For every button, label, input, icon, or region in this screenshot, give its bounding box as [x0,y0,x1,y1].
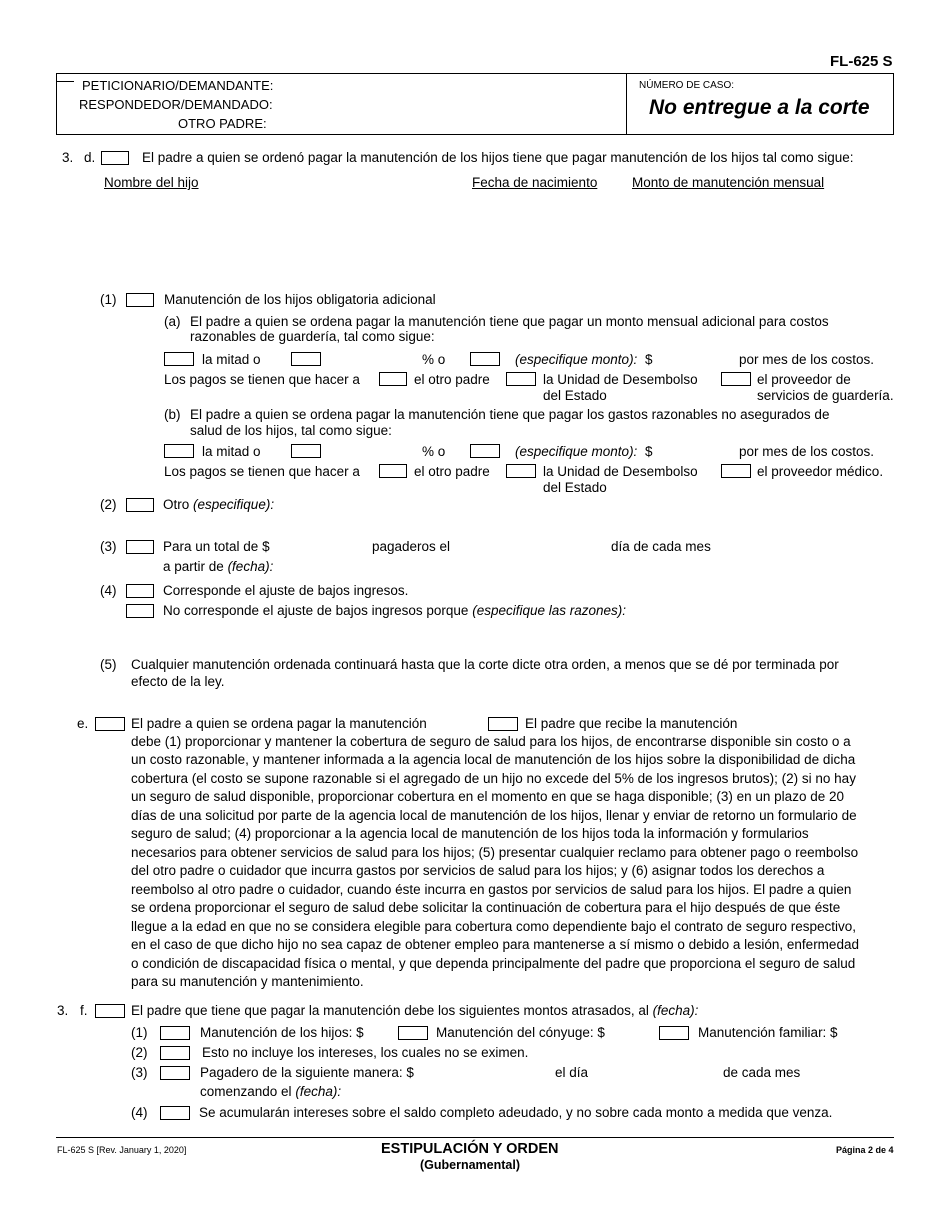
section-d-letter: d. [84,150,96,165]
arrears-child-support-label: Manutención de los hijos: $ [200,1025,364,1040]
f-item2-num: (2) [131,1045,148,1060]
medical-percent-checkbox[interactable] [291,444,321,458]
interest-not-included-label: Esto no incluye los intereses, los cuales no se eximen. [202,1045,529,1060]
section-f-num: 3. [57,1003,69,1018]
medical-payments-to: Los pagos se tienen que hacer a [164,464,360,479]
section-e-line-13: o condición de discapacidad física o mental, y que dependa principalmente del padre que proporciona el seguro de salud [131,956,856,971]
childcare-payments-to: Los pagos se tienen que hacer a [164,372,360,387]
childcare-half-checkbox[interactable] [164,352,194,366]
section-e-line-14: para su manutención y mantenimiento. [131,974,364,989]
other-label: Otro (especifique): [163,497,275,512]
medical-half-checkbox[interactable] [164,444,194,458]
starting-date-label: a partir de (fecha): [163,559,274,574]
medical-sdu-line2: del Estado [543,480,607,495]
payment-each-month-label: de cada mes [723,1065,801,1080]
item1a-line2: razonables de guardería, tal como sigue: [190,329,435,344]
col-birth-date: Fecha de nacimiento [472,175,598,190]
childcare-sdu-line2: del Estado [543,388,607,403]
childcare-provider-checkbox[interactable] [721,372,751,386]
item2-num: (2) [100,497,117,512]
low-income-applies-checkbox[interactable] [126,584,154,598]
section-e-line-4: un seguro de salud disponible, proporcionar cobertura en el momento en que se haga disponible; (3) en un plazo de 20 [131,789,844,804]
low-income-not-applies-label: No corresponde el ajuste de bajos ingresos porque (especifique las razones): [163,603,627,618]
arrears-family-label: Manutención familiar: $ [698,1025,838,1040]
arrears-text: El padre que tiene que pagar la manutención debe los siguientes montos atrasados, al (fecha): [131,1003,699,1018]
medical-dollar: $ [645,444,653,459]
section-e-line-6: seguro de salud; (4) proporcionar a la agencia local de manutención de los hijos toda la información y formularios [131,826,809,841]
item4-num: (4) [100,583,117,598]
low-income-applies-label: Corresponde el ajuste de bajos ingresos. [163,583,409,598]
medical-provider-label: el proveedor médico. [757,464,884,479]
item5-line1: Cualquier manutención ordenada continuará hasta que la corte dicte otra orden, a menos que se dé por terminada por [131,657,839,672]
item1a-line1: El padre a quien se ordena pagar la manutención tiene que pagar un monto mensual adicional para costos [190,314,829,329]
interest-not-included-checkbox[interactable] [160,1046,190,1060]
childcare-percent-label: % o [422,352,446,367]
section-e-line-3: cobertura (el costo se supone razonable si el agregado de un hijo no excede del 5% de los ingresos brutos); (2) si no hay [131,771,856,786]
childcare-other-parent-checkbox[interactable] [379,372,407,386]
low-income-not-applies-checkbox[interactable] [126,604,154,618]
medical-per-month: por mes de los costos. [739,444,875,459]
childcare-provider-line2: servicios de guardería. [757,388,894,403]
section-e-line-12: en el caso de que dicho hijo no sea capaz de obtener empleo para mantenerse a sí mismo o debido a lesión, enfermedad [131,937,859,952]
medical-half-label: la mitad o [202,444,261,459]
recipient-insurance-checkbox[interactable] [488,717,518,731]
item1a-letter: (a) [164,314,181,329]
interest-accrues-label: Se acumularán intereses sobre el saldo completo adeudado, y no sobre cada monto a medida que venza. [199,1105,833,1120]
medical-sdu-checkbox[interactable] [506,464,536,478]
payer-insurance-label: El padre a quien se ordena pagar la manutención [131,716,427,731]
interest-accrues-checkbox[interactable] [160,1106,190,1120]
medical-provider-checkbox[interactable] [721,464,751,478]
footer-title: ESTIPULACIÓN Y ORDEN [381,1141,559,1157]
item5-line2: efecto de la ley. [131,674,225,689]
section-e-line-11: llegue a la edad en que no se considera elegible para cobertura como dependiente bajo el contrato de seguro respectivo, [131,919,856,934]
additional-support-checkbox[interactable] [126,293,154,307]
childcare-dollar: $ [645,352,653,367]
item3-num: (3) [100,539,117,554]
caption-divider [626,74,627,134]
recipient-insurance-label: El padre que recibe la manutención [525,716,738,731]
col-child-name: Nombre del hijo [104,175,199,190]
section-e-letter: e. [77,716,89,731]
form-id: FL-625 S [830,53,893,70]
payment-schedule-checkbox[interactable] [160,1066,190,1080]
col-monthly-amount: Monto de manutención mensual [632,175,825,190]
medical-sdu-line1: la Unidad de Desembolso [543,464,698,479]
total-label: Para un total de $ [163,539,270,554]
payer-insurance-checkbox[interactable] [95,717,125,731]
section-e-line-10: se ordena proporcionar el seguro de salud debe solicitar la continuación de cobertura para el hijo después de que éste [131,900,841,915]
childcare-sdu-checkbox[interactable] [506,372,536,386]
medical-other-parent-label: el otro padre [414,464,490,479]
item1b-line1: El padre a quien se ordena pagar la manutención tiene que pagar los gastos razonables no asegurados de [190,407,830,422]
petitioner-label: PETICIONARIO/DEMANDANTE: [82,78,274,93]
respondent-label: RESPONDEDOR/DEMANDADO: [79,97,273,112]
section-d-num: 3. [62,150,74,165]
arrears-spousal-label: Manutención del cónyuge: $ [436,1025,605,1040]
section-e-line-2: un costo razonable, y mantener informada a la agencia local de manutención de los hijos sobre la disponibilidad de dicha [131,752,856,767]
section-d-text: El padre a quien se ordenó pagar la manutención de los hijos tiene que pagar manutención de los hijos tal como sigue: [142,150,854,165]
f-item4-num: (4) [131,1105,148,1120]
medical-percent-label: % o [422,444,446,459]
other-checkbox[interactable] [126,498,154,512]
arrears-checkbox[interactable] [95,1004,125,1018]
payment-starting-label: comenzando el (fecha): [200,1084,342,1099]
medical-specify-amount: (especifique monto): [515,444,638,459]
section-e-line-8: del otro padre o cuidador que incurra gastos por servicios de salud para los hijos; y (6) asignar todos los derechos a [131,863,825,878]
footer-revision: FL-625 S [Rev. January 1, 2020] [57,1145,187,1155]
section-e-line-1: debe (1) proporcionar y mantener la cobertura de seguro de salud para los hijos, de encontrarse disponible sin costo o a [131,734,851,749]
item5-num: (5) [100,657,117,672]
f-item3-num: (3) [131,1065,148,1080]
payable-label: pagaderos el [372,539,451,554]
footer-subtitle: (Gubernamental) [420,1158,521,1172]
arrears-child-support-checkbox[interactable] [160,1026,190,1040]
item1-num: (1) [100,292,117,307]
childcare-per-month: por mes de los costos. [739,352,875,367]
childcare-provider-line1: el proveedor de [757,372,851,387]
caption-corner-line [56,81,74,82]
footer-page-number: Página 2 de 4 [836,1145,894,1155]
do-not-file-notice: No entregue a la corte [649,96,870,119]
additional-support-label: Manutención de los hijos obligatoria adicional [164,292,436,307]
arrears-spousal-checkbox[interactable] [398,1026,428,1040]
payment-schedule-label: Pagadero de la siguiente manera: $ [200,1065,414,1080]
item1b-letter: (b) [164,407,181,422]
medical-amount-checkbox[interactable] [470,444,500,458]
payment-day-label: el día [555,1065,589,1080]
section-d-checkbox[interactable] [101,151,129,165]
day-of-month-label: día de cada mes [611,539,711,554]
item1b-line2: salud de los hijos, tal como sigue: [190,423,392,438]
other-parent-label: OTRO PADRE: [178,116,267,131]
footer-rule [56,1137,894,1138]
childcare-specify-amount: (especifique monto): [515,352,638,367]
total-checkbox[interactable] [126,540,154,554]
case-number-label: NÚMERO DE CASO: [639,80,735,91]
childcare-other-parent-label: el otro padre [414,372,490,387]
section-e-line-5: días de una solicitud por parte de la agencia local de manutención de los hijos, llenar y enviar de retorno un formulario de [131,808,857,823]
childcare-amount-checkbox[interactable] [470,352,500,366]
f-item1-num: (1) [131,1025,148,1040]
childcare-sdu-line1: la Unidad de Desembolso [543,372,698,387]
section-f-letter: f. [80,1003,88,1018]
childcare-half-label: la mitad o [202,352,261,367]
childcare-percent-checkbox[interactable] [291,352,321,366]
arrears-family-checkbox[interactable] [659,1026,689,1040]
section-e-line-7: necesarios para obtener servicios de salud para los hijos; (5) presentar cualquier reclamo para obtener pago o reembolso [131,845,859,860]
medical-other-parent-checkbox[interactable] [379,464,407,478]
section-e-line-9: reembolso al otro padre o cuidador, cuando éste incurra en gastos por servicios de salud para los hijos. El padre a quien [131,882,852,897]
